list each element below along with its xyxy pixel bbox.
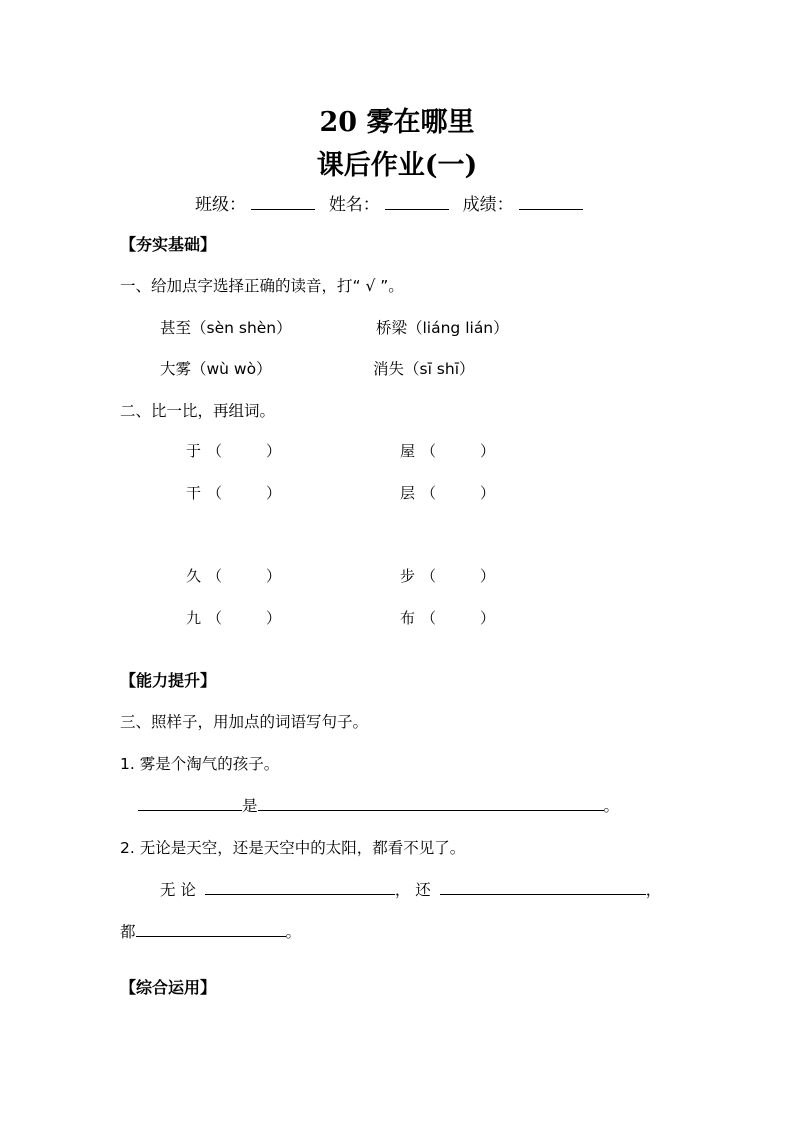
blank-line[interactable] (205, 879, 395, 895)
compare-item: 久 （ ） (186, 567, 282, 585)
score-label: 成绩： (462, 195, 514, 215)
page-title: 20 雾在哪里 (319, 107, 475, 138)
section-heading-ability: 【能力提升】 (120, 671, 217, 690)
compare-item: 布 （ ） (400, 609, 496, 627)
name-field[interactable] (385, 195, 449, 210)
blank-line[interactable] (440, 879, 646, 895)
name-label: 姓名： (328, 195, 380, 215)
question-3-prompt: 三、照样子，用加点的词语写句子。 (120, 713, 369, 731)
page-subtitle: 课后作业(一) (316, 150, 478, 181)
answer-line-1: 是 。 (138, 794, 619, 816)
header-fields (195, 190, 583, 215)
pinyin-item: 桥梁（liáng lián） (376, 319, 509, 337)
example-sentence-2: 2. 无论是天空，还是天空中的太阳，都看不见了。 (120, 839, 466, 857)
compare-item: 层 （ ） (400, 484, 496, 502)
class-label: 班级： (195, 195, 246, 215)
answer-line-2: 无 论 ， 还 ， (160, 881, 662, 899)
pinyin-item: 甚至（sèn shèn） (160, 319, 292, 337)
score-field[interactable] (519, 195, 583, 210)
blank-line[interactable] (138, 795, 242, 811)
pinyin-item: 大雾（wù wò） (160, 360, 272, 378)
answer-line-3: 都 。 (120, 923, 302, 941)
compare-item: 步 （ ） (400, 567, 496, 585)
example-sentence-1: 1. 雾是个淘气的孩子。 (120, 755, 280, 773)
blank-line[interactable] (136, 921, 286, 937)
compare-item: 屋 （ ） (400, 442, 496, 460)
compare-item: 九 （ ） (186, 609, 282, 627)
pinyin-item: 消失（sī shī） (373, 360, 475, 378)
class-field[interactable] (251, 195, 315, 210)
question-2-prompt: 二、比一比，再组词。 (120, 402, 276, 420)
compare-item: 于 （ ） (186, 442, 282, 460)
compare-item: 干 （ ） (186, 484, 282, 502)
section-heading-application: 【综合运用】 (120, 978, 217, 997)
question-1-prompt: 一、给加点字选择正确的读音，打“ √ ”。 (120, 277, 404, 295)
blank-line[interactable] (258, 795, 604, 811)
section-heading-basics: 【夯实基础】 (120, 235, 217, 254)
